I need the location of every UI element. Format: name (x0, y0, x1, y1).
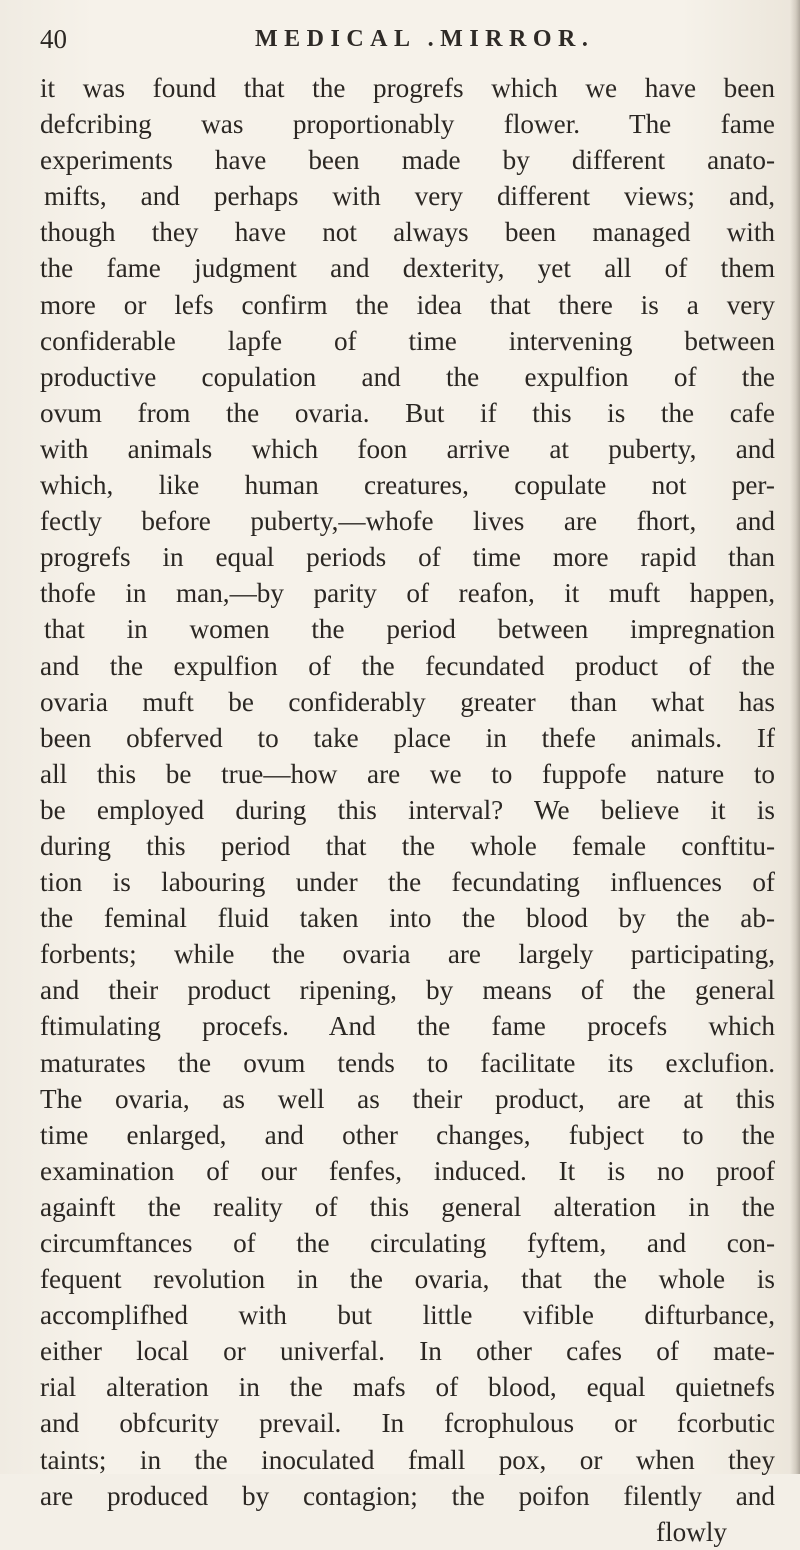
catchword: flowly (656, 1516, 727, 1547)
text-line: more or lefs confirm the idea that there is a very (40, 289, 775, 320)
text-line: that in women the period between impregnation (44, 614, 775, 645)
text-line: which, like human creatures, copulate not per- (40, 470, 775, 501)
text-line: thofe in man,—by parity of reafon, it muft happen, (40, 578, 775, 609)
text-line: progrefs in equal periods of time more rapid than (40, 542, 775, 573)
text-line: during this period that the whole female conftitu- (40, 830, 775, 861)
text-line: againft the reality of this general alteration in the (40, 1191, 775, 1222)
text-line: rial alteration in the mafs of blood, equal quietnefs (40, 1372, 775, 1403)
text-line: be employed during this interval? We believe it is (40, 794, 775, 825)
page-edge-shadow (790, 0, 800, 1474)
text-line: examination of our fenfes, induced. It is no proof (40, 1155, 775, 1186)
text-line: ovum from the ovaria. But if this is the cafe (40, 397, 775, 428)
text-line: all this be true—how are we to fuppofe nature to (40, 758, 775, 789)
text-line: mifts, and perhaps with very different views; and, (44, 181, 775, 212)
text-line: though they have not always been managed with (40, 217, 775, 248)
text-line: the fame judgment and dexterity, yet all of them (40, 253, 775, 284)
text-line: and their product ripening, by means of the general (40, 975, 775, 1006)
text-line: experiments have been made by different anato- (40, 145, 775, 176)
text-line: taints; in the inoculated fmall pox, or when they (40, 1444, 775, 1475)
text-line: tion is labouring under the fecundating influences of (40, 867, 775, 898)
text-line: the feminal fluid taken into the blood by the ab- (40, 903, 775, 934)
text-line: fectly before puberty,—whofe lives are fhort, and (40, 506, 775, 537)
text-line: it was found that the progrefs which we have been (40, 73, 775, 103)
text-line: been obferved to take place in thefe animals. If (40, 722, 775, 753)
text-line: and the expulfion of the fecundated product of the (40, 650, 775, 681)
text-line: circumftances of the circulating fyftem, and con- (40, 1228, 775, 1258)
text-line: either local or univerfal. In other cafes of mate- (40, 1336, 775, 1367)
text-line: forbents; while the ovaria are largely participating, (40, 939, 775, 970)
text-line: time enlarged, and other changes, fubject to the (40, 1119, 775, 1150)
text-line: ftimulating procefs. And the fame procefs which (40, 1011, 775, 1042)
page-number: 40 (40, 24, 67, 54)
text-line: maturates the ovum tends to facilitate its exclufion. (40, 1047, 775, 1078)
body-text (40, 70, 775, 1550)
running-head: MEDICAL .MIRROR. (255, 26, 595, 52)
text-line: are produced by contagion; the poifon filently and (40, 1480, 775, 1511)
text-line: with animals which foon arrive at puberty, and (40, 433, 775, 464)
text-line: fequent revolution in the ovaria, that the whole is (40, 1264, 775, 1295)
text-line: ovaria muft be confiderably greater than what has (40, 686, 775, 717)
text-line: and obfcurity prevail. In fcrophulous or fcorbutic (40, 1408, 775, 1439)
page-header (40, 22, 780, 62)
text-line: confiderable lapfe of time intervening between (40, 325, 775, 356)
text-line: The ovaria, as well as their product, are at this (40, 1083, 775, 1114)
text-line: productive copulation and the expulfion of the (40, 361, 775, 392)
text-line: defcribing was proportionably flower. The fame (40, 109, 775, 140)
text-line: accomplifhed with but little vifible difturbance, (40, 1300, 775, 1331)
